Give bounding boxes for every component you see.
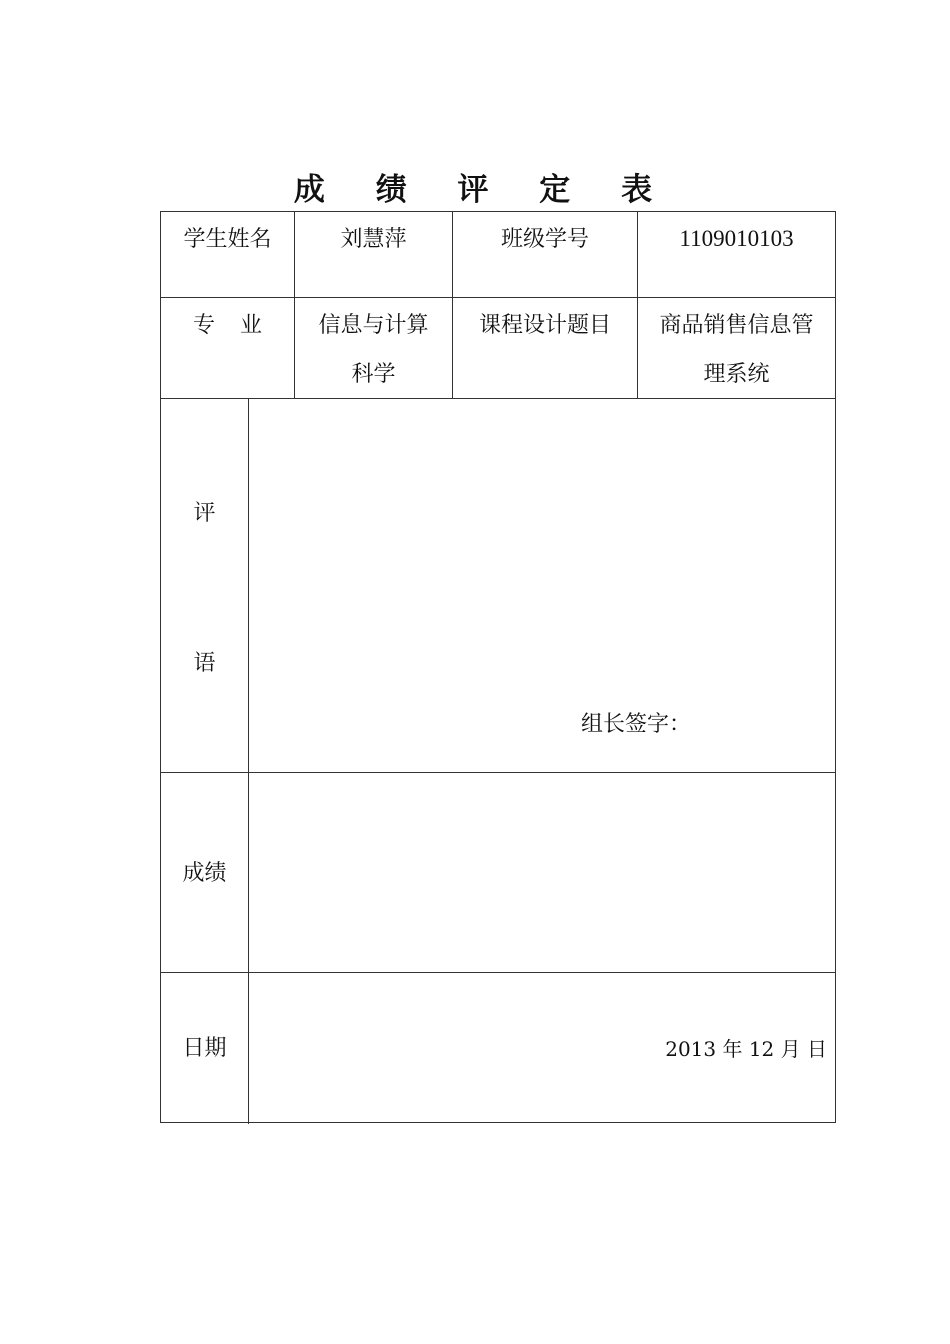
major-value-line2: 科学: [351, 362, 396, 387]
major-value-line1: 信息与计算: [318, 313, 429, 338]
row-divider: [161, 972, 835, 973]
student-name-value: 刘慧萍: [340, 227, 407, 252]
page-title: 成 绩 评 定 表: [293, 172, 673, 208]
class-id-value: 1109010103: [679, 226, 794, 251]
score-area[interactable]: [249, 774, 835, 972]
student-name-label: 学生姓名: [183, 227, 272, 252]
class-id-label: 班级学号: [500, 227, 589, 252]
topic-value-line1: 商品销售信息管: [659, 313, 814, 338]
comments-label-char2: 语: [193, 651, 216, 676]
score-label: 成绩: [182, 861, 227, 886]
date-label: 日期: [182, 1036, 227, 1061]
date-value: 2013 年 12 月 日: [665, 1037, 827, 1061]
major-label: 专 业: [193, 313, 262, 338]
comments-label-char1: 评: [193, 501, 216, 526]
row-divider: [161, 297, 835, 298]
grade-form-table: [160, 211, 836, 1123]
topic-label: 课程设计题目: [478, 313, 611, 338]
comments-area[interactable]: [249, 400, 835, 772]
topic-value-line2: 理系统: [703, 362, 770, 387]
signature-label: 组长签字：: [581, 712, 692, 737]
row-divider: [161, 772, 835, 773]
